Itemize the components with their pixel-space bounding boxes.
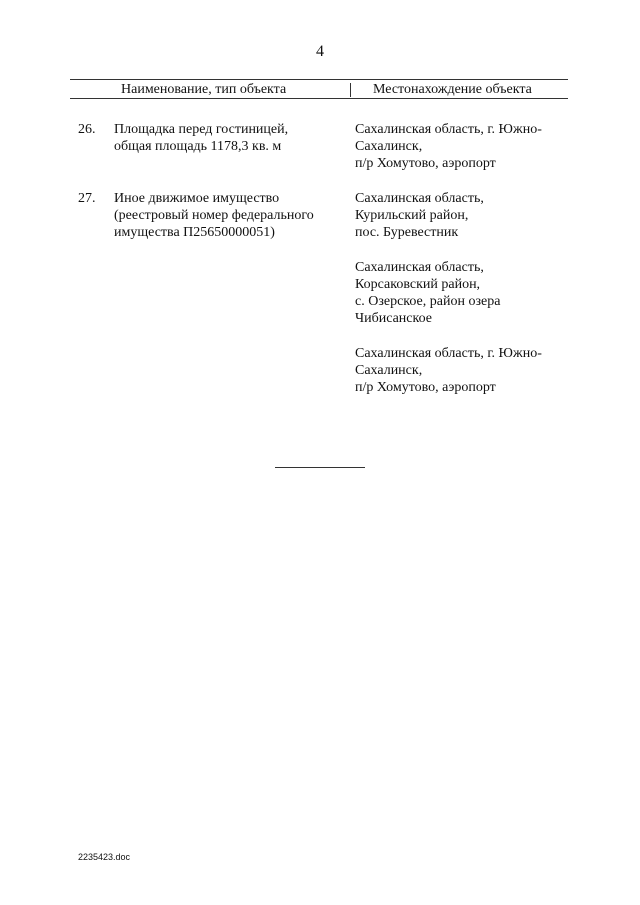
row-26-name-line: Площадка перед гостиницей, — [114, 122, 289, 137]
row-27-number: 27. — [78, 191, 96, 206]
row-27-name-line: имущества П25650000051) — [114, 225, 275, 240]
location-line: пос. Буревестник — [355, 225, 459, 240]
row-27-name — [114, 190, 346, 241]
row-26-name — [114, 121, 346, 155]
location-line: Сахалинская область, г. Южно- — [355, 346, 542, 361]
location-line: с. Озерское, район озера — [355, 294, 501, 309]
table-header-bottom-rule — [70, 98, 568, 99]
location-line: Сахалинская область, г. Южно- — [355, 122, 542, 137]
location-line: Курильский район, — [355, 208, 469, 223]
end-of-table-rule — [275, 467, 365, 468]
page-number: 4 — [316, 43, 324, 60]
location-line: Сахалинск, — [355, 363, 423, 378]
row-27-name-line: Иное движимое имущество — [114, 191, 280, 206]
row-27-location-2 — [355, 259, 570, 327]
location-line: п/р Хомутово, аэропорт — [355, 380, 496, 395]
location-line: Сахалинская область, — [355, 191, 484, 206]
row-26-number: 26. — [78, 122, 96, 137]
row-27-name-line: (реестровый номер федерального — [114, 208, 314, 223]
header-location: Местонахождение объекта — [373, 82, 532, 97]
location-line: Чибисанское — [355, 311, 432, 326]
location-line: Сахалинская область, — [355, 260, 484, 275]
location-line: Корсаковский район, — [355, 277, 481, 292]
row-27-location-1 — [355, 190, 570, 241]
table-top-rule — [70, 79, 568, 80]
row-26-location-1 — [355, 121, 570, 172]
location-line: Сахалинск, — [355, 139, 423, 154]
row-27-location-3 — [355, 345, 570, 396]
header-name-type: Наименование, тип объекта — [121, 82, 287, 97]
header-column-divider — [350, 83, 351, 97]
row-26-name-line: общая площадь 1178,3 кв. м — [114, 139, 282, 154]
location-line: п/р Хомутово, аэропорт — [355, 156, 496, 171]
file-name-footer: 2235423.doc — [78, 852, 131, 862]
